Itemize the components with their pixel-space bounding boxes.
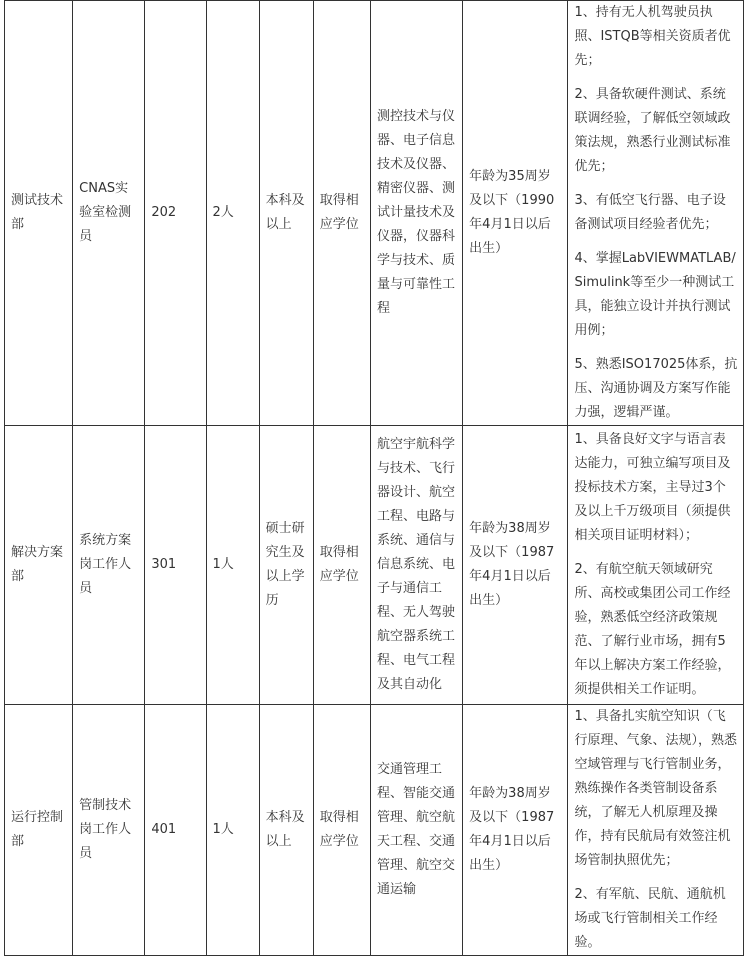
requirement-item: 4、掌握LabVIEWMATLAB/Simulink等至少一种测试工具，能独立设计并执行测试用例； bbox=[574, 251, 736, 338]
requirement-item: 1、具备扎实航空知识（飞行原理、气象、法规），熟悉空域管理与飞行管制业务，熟练操作各类管制设备系统，了解无人机原理及操作，持有民航局有效签注机场管制执照优先； bbox=[574, 709, 737, 868]
table-row bbox=[5, 705, 744, 956]
post-cell: 管制技术岗工作人员 bbox=[73, 705, 145, 956]
table-row bbox=[5, 1, 744, 426]
age-cell: 年龄为35周岁及以下（1990年4月1日以后出生） bbox=[463, 1, 568, 426]
dept-cell: 解决方案部 bbox=[5, 426, 73, 705]
degree-cell: 取得相应学位 bbox=[313, 1, 370, 426]
post-cell: 系统方案岗工作人员 bbox=[73, 426, 145, 705]
education-cell: 硕士研究生及以上学历 bbox=[259, 426, 313, 705]
age-cell: 年龄为38周岁及以下（1987年4月1日以后出生） bbox=[463, 426, 568, 705]
requirement-item: 2、有军航、民航、通航机场或飞行管制相关工作经验。 bbox=[574, 887, 726, 950]
major-cell: 航空宇航科学与技术、飞行器设计、航空工程、电路与系统、通信与信息系统、电子与通信工程、无人驾驶航空器系统工程、电气工程及其自动化 bbox=[370, 426, 462, 705]
requirements-cell bbox=[568, 426, 744, 705]
education-cell: 本科及以上 bbox=[259, 705, 313, 956]
requirements-cell bbox=[568, 1, 744, 426]
requirement-item: 2、具备软硬件测试、系统联调经验，了解低空领域政策法规，熟悉行业测试标准优先； bbox=[574, 87, 731, 174]
requirement-item: 3、有低空飞行器、电子设备测试项目经验者优先； bbox=[574, 193, 726, 232]
requirements-cell bbox=[568, 705, 744, 956]
post-code-cell: 202 bbox=[145, 1, 206, 426]
requirement-item: 1、持有无人机驾驶员执照、ISTQB等相关资质者优先； bbox=[574, 5, 731, 68]
education-cell: 本科及以上 bbox=[259, 1, 313, 426]
headcount-cell: 1人 bbox=[206, 705, 259, 956]
recruitment-table bbox=[4, 0, 744, 956]
age-cell: 年龄为38周岁及以下（1987年4月1日以后出生） bbox=[463, 705, 568, 956]
table-row bbox=[5, 426, 744, 705]
major-cell: 交通管理工程、智能交通管理、航空航天工程、交通管理、航空交通运输 bbox=[370, 705, 462, 956]
post-cell: CNAS实验室检测员 bbox=[73, 1, 145, 426]
post-code-cell: 401 bbox=[145, 705, 206, 956]
requirement-item: 1、具备良好文字与语言表达能力，可独立编写项目及投标技术方案，主导过3个及以上千万级项目（须提供相关项目证明材料）； bbox=[574, 432, 731, 543]
degree-cell: 取得相应学位 bbox=[313, 426, 370, 705]
dept-cell: 测试技术部 bbox=[5, 1, 73, 426]
requirement-item: 2、有航空航天领域研究所、高校或集团公司工作经验，熟悉低空经济政策规范、了解行业市场，拥有5年以上解决方案工作经验，须提供相关工作证明。 bbox=[574, 562, 731, 697]
requirement-item: 5、熟悉ISO17025体系，抗压、沟通协调及方案写作能力强，逻辑严谨。 bbox=[574, 357, 738, 420]
headcount-cell: 1人 bbox=[206, 426, 259, 705]
post-code-cell: 301 bbox=[145, 426, 206, 705]
dept-cell: 运行控制部 bbox=[5, 705, 73, 956]
major-cell: 测控技术与仪器、电子信息技术及仪器、精密仪器、测试计量技术及仪器，仪器科学与技术、质量与可靠性工程 bbox=[370, 1, 462, 426]
headcount-cell: 2人 bbox=[206, 1, 259, 426]
degree-cell: 取得相应学位 bbox=[313, 705, 370, 956]
